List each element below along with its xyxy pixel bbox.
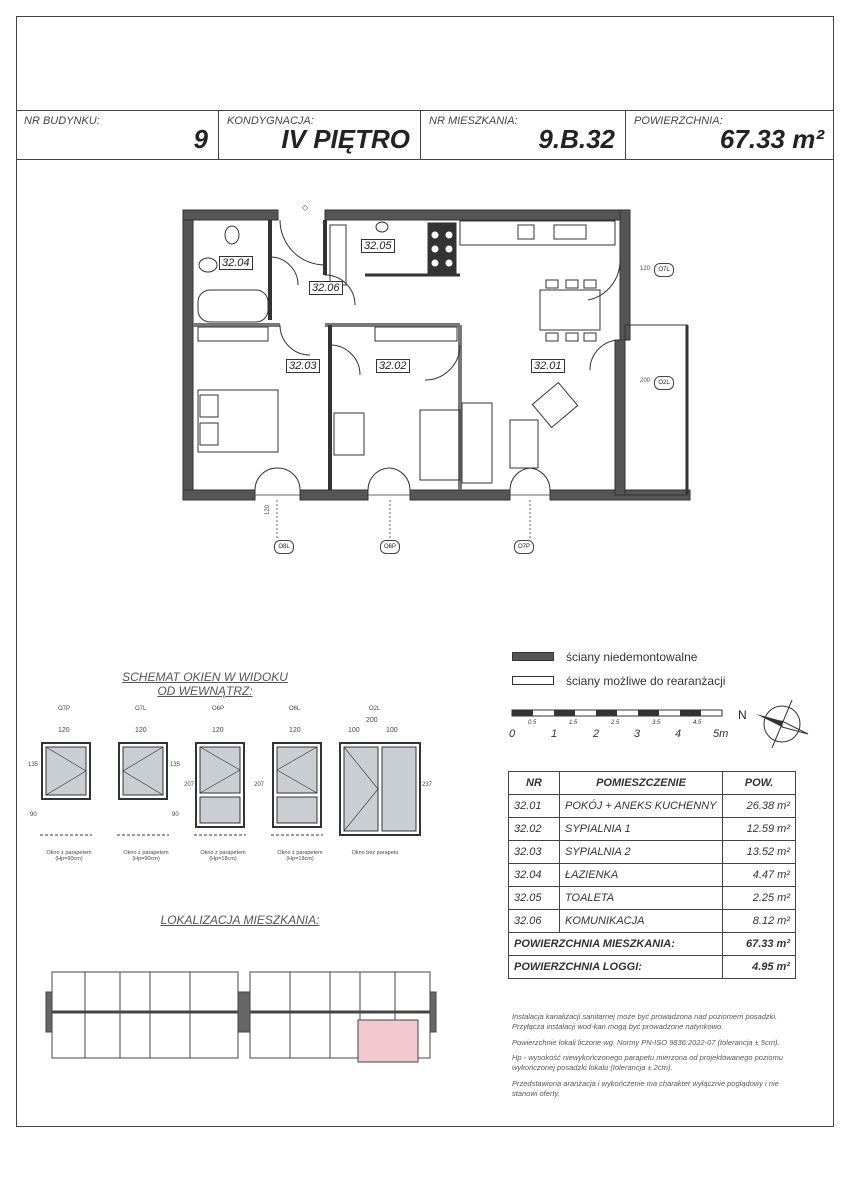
wtype-caption-o6p: Okno z parapetem (Hp=18cm) [200, 850, 246, 862]
col-room: POMIESZCZENIE [560, 772, 723, 795]
scale-4: 4 [675, 728, 682, 740]
wtype-width-o6l: 120 [289, 727, 301, 734]
note-3: Hp - wysokość niewykończonego parapetu mierzona od projektowanego poziomu wykończonej posadzki lokalu (tolerancja ± 2cm). [512, 1053, 783, 1072]
row-name: TOALETA [560, 887, 723, 910]
scale-4-5: 4.5 [693, 720, 702, 726]
row-name: SYPIALNIA 1 [560, 818, 723, 841]
room-tag-32-01: 32.01 [531, 359, 565, 373]
table-row [509, 864, 796, 887]
legend-movable-swatch [512, 676, 554, 685]
window-dim-1: 120 [265, 504, 271, 515]
total-area-label: POWIERZCHNIA MIESZKANIA: [509, 933, 723, 956]
scale-1: 1 [551, 728, 558, 740]
note-1: Instalacja kanalizacji sanitarnej może być prowadzona nad poziomem posadzki. Przyłącza instalacji wod-kan mogą być prowadzone natynkowo. [512, 1012, 778, 1031]
window-drawings [30, 735, 440, 845]
scale-2: 2 [593, 728, 600, 740]
wtype-h-5: 207 [184, 782, 195, 788]
wtype-width-o2l: 200 [366, 717, 378, 724]
svg-text:◇: ◇ [302, 203, 309, 212]
room-tag-32-05: 32.05 [361, 239, 395, 253]
wtype-code-o6p: O6P [212, 706, 225, 712]
north-arrow-icon [752, 694, 812, 754]
window-tag-o8l: O8L [274, 540, 294, 554]
wtype-width-o7l: 120 [135, 727, 147, 734]
legend-fixed-swatch [512, 652, 554, 661]
right-dim-1: 120 [640, 266, 651, 272]
apartment-cell [421, 111, 626, 159]
floor-value: IV PIĘTRO [281, 124, 410, 154]
row-nr: 32.03 [509, 841, 560, 864]
wtype-caption-o7l: Okno z parapetem (Hp=90cm) [123, 850, 169, 862]
loggia-area-label: POWIERZCHNIA LOGGI: [509, 956, 723, 979]
col-nr: NR [509, 772, 560, 795]
wtype-h-2: 90 [30, 812, 37, 818]
window-tag-o7l: O7L [654, 263, 674, 277]
wtype-h-7: 237 [422, 782, 433, 788]
total-area-row [509, 933, 796, 956]
building-label: NR BUDYNKU: [24, 115, 100, 127]
notes [512, 1012, 802, 1104]
row-name: KOMUNIKACJA [560, 910, 723, 933]
wtype-code-o2l: O2L [369, 706, 381, 712]
apartment-label: NR MIESZKANIA: [429, 115, 518, 127]
wtype-subwidth-2: 100 [386, 727, 398, 734]
row-area: 12.59 m² [723, 818, 796, 841]
location-title: LOKALIZACJA MIESZKANIA: [160, 913, 320, 927]
scale-1-5: 1.5 [569, 720, 578, 726]
wtype-caption-o6l: Okno z parapetem (Hp=18cm) [277, 850, 323, 862]
scale-3-5: 3.5 [652, 720, 661, 726]
table-header-row [509, 772, 796, 795]
legend-fixed-label: ściany niedemontowalne [566, 650, 698, 664]
wtype-code-o6l: O6L [289, 706, 301, 712]
loggia-area-row [509, 956, 796, 979]
note-2: Powierzchnie lokali liczone wg. Normy PN-ISO 9836:2022-07 (tolerancja ± 5cm). [512, 1037, 780, 1047]
row-nr: 32.05 [509, 887, 560, 910]
wtype-width-o7p: 120 [58, 727, 70, 734]
row-nr: 32.04 [509, 864, 560, 887]
wtype-code-o7l: O7L [135, 706, 147, 712]
row-nr: 32.02 [509, 818, 560, 841]
wtype-h-4: 90 [172, 812, 179, 818]
scale-0-5: 0.5 [528, 720, 537, 726]
table-row [509, 841, 796, 864]
room-tag-32-04: 32.04 [219, 256, 253, 270]
apartment-value: 9.B.32 [538, 124, 615, 154]
scale-0: 0 [509, 728, 516, 740]
rooms-table [508, 771, 796, 979]
row-area: 4.47 m² [723, 864, 796, 887]
scale-2-5: 2.5 [611, 720, 620, 726]
wtype-subwidth-1: 100 [348, 727, 360, 734]
scale-5: 5m [713, 728, 729, 740]
wtype-width-o6p: 120 [212, 727, 224, 734]
building-cell [16, 111, 219, 159]
north-label: N [738, 708, 747, 722]
wtype-caption-o2l: Okno bez parapetu [351, 850, 399, 856]
table-row [509, 795, 796, 818]
table-row [509, 818, 796, 841]
legend-movable-label: ściany możliwe do rearanżacji [566, 674, 726, 688]
table-row [509, 887, 796, 910]
table-row [509, 910, 796, 933]
building-value: 9 [193, 124, 208, 154]
right-dim-2: 200 [640, 378, 651, 384]
row-name: ŁAZIENKA [560, 864, 723, 887]
row-nr: 32.06 [509, 910, 560, 933]
note-4: Przedstawiona aranżacja i wykończenie ma charakter wyłącznie poglądowy i nie stanowi oferty. [512, 1078, 779, 1098]
loggia-area-value: 4.95 m² [723, 956, 796, 979]
row-area: 8.12 m² [723, 910, 796, 933]
scale-3: 3 [634, 728, 641, 740]
col-area: POW. [723, 772, 796, 795]
row-area: 2.25 m² [723, 887, 796, 910]
row-area: 26.38 m² [723, 795, 796, 818]
wtype-h-6: 207 [254, 782, 265, 788]
area-value: 67.33 m² [719, 124, 824, 154]
wtype-code-o7p: O7P [58, 706, 71, 712]
row-nr: 32.01 [509, 795, 560, 818]
wtype-h-1: 135 [28, 762, 39, 768]
wtype-caption-o7p: Okno z parapetem (Hp=90cm) [46, 850, 92, 862]
row-name: SYPIALNIA 2 [560, 841, 723, 864]
floor-cell [219, 111, 421, 159]
windows-schema-title-2: OD WEWNĄTRZ: [157, 684, 253, 698]
wtype-h-3: 135 [170, 762, 181, 768]
row-area: 13.52 m² [723, 841, 796, 864]
row-name: POKÓJ + ANEKS KUCHENNY [560, 795, 723, 818]
windows-schema-title-1: SCHEMAT OKIEN W WIDOKU [122, 670, 288, 684]
room-tag-32-06: 32.06 [309, 281, 343, 295]
area-cell [626, 111, 834, 159]
total-area-value: 67.33 m² [723, 933, 796, 956]
room-tag-32-02: 32.02 [376, 359, 410, 373]
room-tag-32-03: 32.03 [286, 359, 320, 373]
header-bar [16, 110, 834, 160]
floor-label: KONDYGNACJA: [227, 115, 314, 127]
apartment-highlight [358, 1020, 418, 1062]
window-tag-o6p: O6P [380, 540, 400, 554]
window-tag-o2l: O2L [654, 376, 674, 390]
location-plan [40, 962, 440, 1072]
window-tag-o7p: O7P [514, 540, 534, 554]
area-label: POWIERZCHNIA: [634, 115, 723, 127]
